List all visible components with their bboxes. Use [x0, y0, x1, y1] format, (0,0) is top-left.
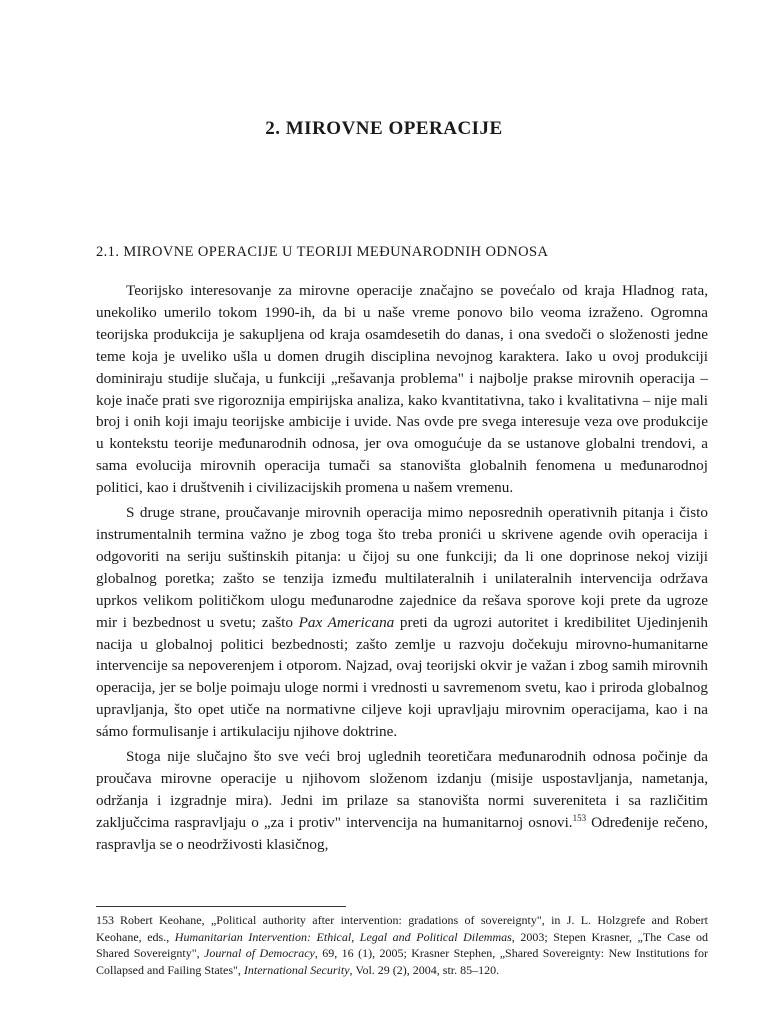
footnote-reference: 153	[572, 812, 587, 823]
section-heading: 2.1. MIROVNE OPERACIJE U TEORIJI MEĐUNARODNIH ODNOSA	[96, 244, 549, 260]
paragraph-2-text-a: S druge strane, proučavanje mirovnih operacija mimo neposrednih operativnih pitanja i čisto instrumentalnih termina važno je zbog toga što treba pronići u skrivene agende ovih operacija i odgovoriti na seriju suštinskih pitanja: u čijoj su one funkciji; da li one doprinose nekoj viziji globalnog poretka; zašto se tenzija između multilateralnih i unilateralnih intervencija održava uprkos velikom političkom ulogu međunarodne zajednice da rešava sporove koji prete da ugroze mir i bezbednost u svetu; zašto	[96, 504, 708, 631]
footnote-italic-2: Journal of Democracy	[204, 946, 315, 961]
footnote-text-2: , 2003; Stepen Krasner, „The Case od Shared Sovereignty",	[96, 929, 708, 961]
footnote-text-4: , Vol. 29 (2), 2004, str. 85–120.	[349, 962, 500, 977]
paragraph-3	[96, 746, 708, 856]
footnote-italic-3: International Security	[243, 962, 350, 977]
chapter-title: 2. MIROVNE OPERACIJE	[265, 118, 503, 139]
footnote-text-3: , 69, 16 (1), 2005; Krasner Stephen, „Shared Sovereignty: New Institutions for Collapsed and Failing States",	[96, 946, 708, 977]
footnote-text-1: Robert Keohane, „Political authority after intervention: gradations of sovereignty", in J. L. Holzgrefe and Robert Keohane, eds.,	[96, 913, 708, 944]
footnote-divider	[96, 906, 346, 907]
footnote-153	[96, 912, 708, 978]
body-text	[96, 280, 708, 859]
pax-americana-italic: Pax Americana	[298, 613, 395, 631]
footnote-number: 153	[96, 913, 114, 927]
paragraph-2-text-b: preti da ugrozi autoritet i kredibilitet Ujedinjenih nacija u globalnoj politici bezbednosti; zašto zemlje u razvoju dočekuju mirovno-humanitarne intervencije sa nepoverenjem i otporom. Najzad, ovaj teorijski okvir je važan i zbog samih mirovnih operacija, jer se bolje poimaju uloge normi i vrednosti u savremenom svetu, kao i priroda globalnog upravljanja, što opet utiče na normativne ciljeve koji upravljaju mirovnim operacijama, kao i na sámo formulisanje i artikulaciju njihove doktrine.	[96, 613, 708, 741]
paragraph-3-text-a: Stoga nije slučajno što sve veći broj uglednih teoretičara međunarodnih odnosa počinje da proučava mirovne operacije u njihovom složenom izdanju (misije uspostavljanja, nametanja, održanja i izgradnje mira). Jedni im prilaze sa stanovišta normi suvereniteta i sa različitim zaključcima raspravljaju o „za i protiv" intervencija na humanitarnoj osnovi.	[96, 748, 708, 831]
paragraph-3-text-b: Određenije rečeno, raspravlja se o neodrživosti klasičnog,	[96, 813, 708, 853]
footnote-italic-1: Humanitarian Intervention: Ethical, Legal and Political Dilemmas	[174, 929, 512, 944]
paragraph-1: Teorijsko interesovanje za mirovne operacije značajno se povećalo od kraja Hladnog rata, unekoliko umerilo tokom 1990-ih, da bi u naše vreme ponovo bilo veoma izraženo. Ogromna teorijska produkcija je sakupljena od kraja osamdesetih do danas, i ona svedoči o složenosti jedne teme koja je uveliko ušla u domen drugih disciplina nevojnog karaktera. Iako u ovoj produkciji dominiraju studije slučaja, u funkciji „rešavanja problema" i najbolje prakse mirovnih operacija – koje inače prati sve rigoroznija empirijska analiza, kako kvantitativna, tako i kvalitativna – nije mali broj i onih koji imaju teorijske ambicije i uvide. Nas ovde pre svega interesuje veza ove produkcije u kontekstu teorije međunarodnih odnosa, jer ova omogućuje da se ustanove globalni trendovi, a sama evolucija mirovnih operacija tumači sa stanovišta globalnih fenomena u međunarodnoj politici, kao i društvenih i civilizacijskih promena u našem vremenu.	[96, 282, 708, 497]
paragraph-2	[96, 502, 708, 743]
